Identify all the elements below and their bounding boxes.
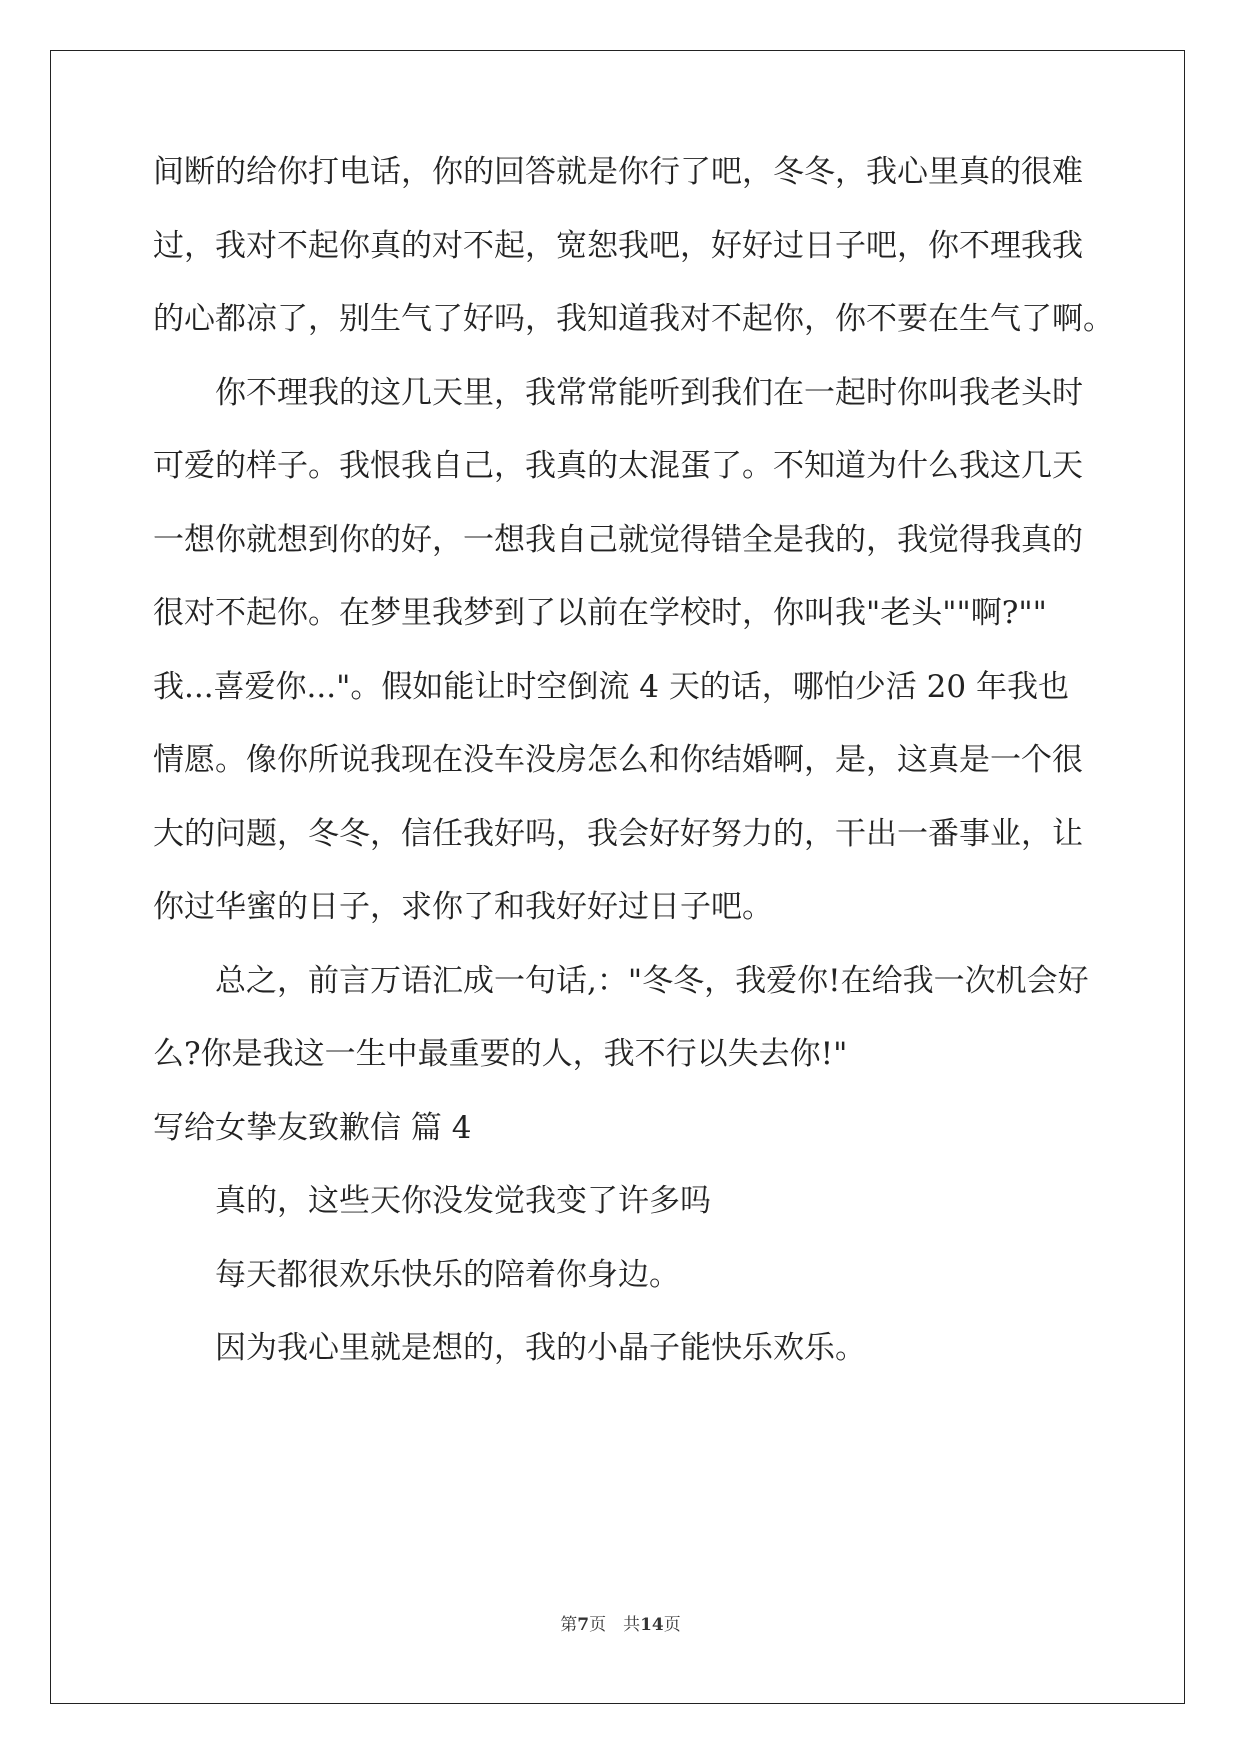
footer-suffix: 页 [663, 1615, 681, 1635]
text-line: 你过华蜜的日子，求你了和我好好过日子吧。 [153, 889, 773, 925]
text-line: 总之，前言万语汇成一句话,："冬冬，我爱你!在给我一次机会好 [215, 962, 1089, 999]
text-line: 很对不起你。在梦里我梦到了以前在学校时，你叫我"老头""啊?"" [153, 595, 1047, 631]
text-line: 大的问题，冬冬，信任我好吗，我会好好努力的，干出一番事业，让 [153, 815, 1083, 852]
text-line: 过，我对不起你真的对不起，宽恕我吧，好好过日子吧，你不理我我 [153, 227, 1083, 264]
text-line: 因为我心里就是想的，我的小晶子能快乐欢乐。 [215, 1330, 866, 1366]
footer-mid: 页 共 [589, 1615, 641, 1635]
text-line: 可爱的样子。我恨我自己，我真的太混蛋了。不知道为什么我这几天 [153, 448, 1083, 484]
text-line: 一想你就想到你的好，一想我自己就觉得错全是我的，我觉得我真的 [153, 521, 1083, 558]
total-page-count: 14 [640, 1615, 664, 1635]
text-line: 真的，这些天你没发觉我变了许多吗 [215, 1183, 711, 1219]
text-line: 的心都凉了，别生气了好吗，我知道我对不起你，你不要在生气了啊。 [153, 301, 1114, 337]
section-heading: 写给女挚友致歉信 篇 4 [153, 1109, 472, 1146]
text-line: 我...喜爱你..."。假如能让时空倒流 4 天的话，哪怕少活 20 年我也 [153, 668, 1069, 705]
text-line: 每天都很欢乐快乐的陪着你身边。 [215, 1256, 680, 1293]
current-page-number: 7 [577, 1615, 590, 1635]
footer-prefix: 第 [560, 1615, 578, 1635]
text-line: 情愿。像你所说我现在没车没房怎么和你结婚啊，是，这真是一个很 [153, 742, 1083, 778]
text-line: 么?你是我这一生中最重要的人，我不行以失去你!" [153, 1036, 848, 1072]
text-line: 你不理我的这几天里，我常常能听到我们在一起时你叫我老头时 [215, 374, 1083, 411]
page-footer [0, 1610, 1241, 1635]
text-line: 间断的给你打电话，你的回答就是你行了吧，冬冬，我心里真的很难 [153, 154, 1083, 190]
